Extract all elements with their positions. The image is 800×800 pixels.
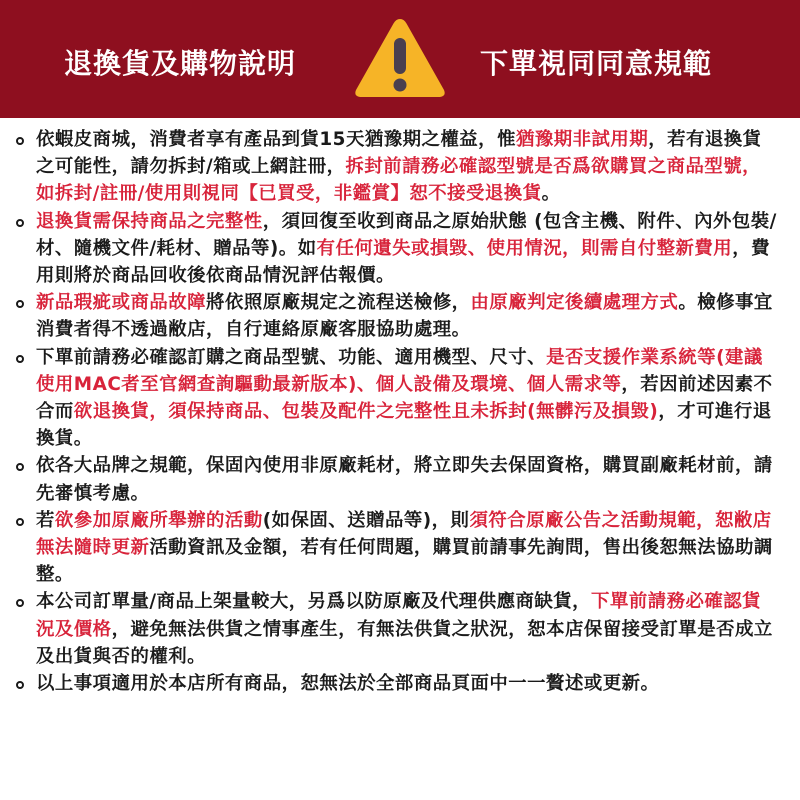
policy-note bbox=[14, 588, 778, 670]
note-highlight: 有任何遺失或損毀、使用情況，則需自付整新費用 bbox=[316, 237, 733, 259]
note-segment: 依蝦皮商城，消費者享有產品到貨15天猶豫期之權益，惟 bbox=[36, 129, 516, 150]
note-highlight: 由原廠判定後續處理方式 bbox=[470, 292, 679, 314]
note-segment: ，避免無法供貨之情事產生，有無法供貨之狀況，恕本店保留接受訂單是否成立及出貨與否的權利。 bbox=[36, 618, 773, 667]
returns-policy-title: 退換貨及購物說明 bbox=[64, 47, 297, 80]
bullet-icon bbox=[16, 300, 24, 308]
note-segment: ，須回復至收到商品之原始狀態 (包含主機、附件、內外包裝/材、隨機文件/耗材、贈品等)。如 bbox=[36, 210, 777, 259]
bullet-icon bbox=[16, 518, 24, 526]
policy-note bbox=[14, 452, 778, 506]
note-segment: 。檢修事宜消費者得不透過敝店，自行連絡原廠客服協助處理。 bbox=[36, 292, 773, 341]
note-segment: (如保固、送贈品等)，則 bbox=[262, 509, 470, 531]
note-highlight: 是否支援作業系統等(建議使用MAC者至官網查詢驅動最新版本)、個人設備及環境、個人需求等 bbox=[36, 346, 763, 395]
order-agreement-title: 下單視同同意規範 bbox=[480, 47, 713, 80]
bullet-icon bbox=[16, 463, 24, 471]
note-segment: ，若因前述因素不合而 bbox=[36, 373, 773, 423]
note-highlight: 欲參加原廠所舉辦的活動 bbox=[54, 509, 263, 531]
note-segment: ，費用則將於商品回收後依商品情況評估報價。 bbox=[36, 237, 770, 287]
policy-note bbox=[14, 344, 778, 453]
warning-icon bbox=[350, 14, 450, 102]
bullet-icon bbox=[16, 355, 24, 363]
bullet-icon bbox=[16, 137, 24, 145]
note-segment: ，才可進行退換貨。 bbox=[36, 401, 772, 450]
note-segment: 活動資訊及金額，若有任何問題，購買前請事先詢問，售出後恕無法協助調整。 bbox=[36, 537, 773, 586]
note-highlight: 欲退換貨，須保持商品、包裝及配件之完整性且未拆封(無髒污及損毀) bbox=[73, 401, 659, 423]
note-highlight: 下單前請務必確認貨況及價格 bbox=[36, 591, 762, 640]
note-highlight: 新品瑕疵或商品故障 bbox=[36, 292, 207, 314]
note-highlight: 須符合原廠公告之活動規範，恕敝店無法隨時更新 bbox=[36, 509, 772, 559]
bullet-icon bbox=[16, 599, 24, 607]
note-highlight: 拆封前請務必確認型號是否爲欲購買之商品型號，如拆封/註冊/使用則視同【已買受，非鑑賞】恕不接受退換貨 bbox=[36, 156, 762, 205]
note-highlight: 退換貨需保持商品之完整性 bbox=[36, 210, 263, 232]
note-segment: 若 bbox=[36, 509, 55, 531]
note-segment: 本公司訂單量/商品上架量較大，另爲以防原廠及代理供應商缺貨， bbox=[36, 591, 592, 613]
policy-notes-list bbox=[0, 126, 800, 697]
note-segment: ，若有退換貨之可能性，請勿拆封/箱或上網註冊， bbox=[36, 129, 762, 178]
note-segment: 下單前請務必確認訂購之商品型號、功能、適用機型、尺寸、 bbox=[36, 346, 547, 368]
note-highlight: 猶豫期非試用期 bbox=[515, 129, 649, 150]
policy-note bbox=[14, 208, 778, 290]
policy-note bbox=[14, 670, 778, 697]
policy-note bbox=[14, 507, 778, 589]
bullet-icon bbox=[16, 681, 24, 689]
note-segment: 。 bbox=[541, 183, 561, 205]
note-segment: 依各大品牌之規範，保固內使用非原廠耗材，將立即失去保固資格，購買副廠耗材前，請先審慎考慮。 bbox=[36, 455, 773, 504]
bullet-icon bbox=[16, 219, 24, 227]
policy-note bbox=[14, 289, 778, 343]
note-segment: 以上事項適用於本店所有商品，恕無法於全部商品頁面中一一贅述或更新。 bbox=[36, 673, 660, 695]
policy-note bbox=[14, 126, 778, 208]
note-segment: 將依照原廠規定之流程送檢修， bbox=[206, 292, 471, 314]
header-banner bbox=[0, 0, 800, 118]
